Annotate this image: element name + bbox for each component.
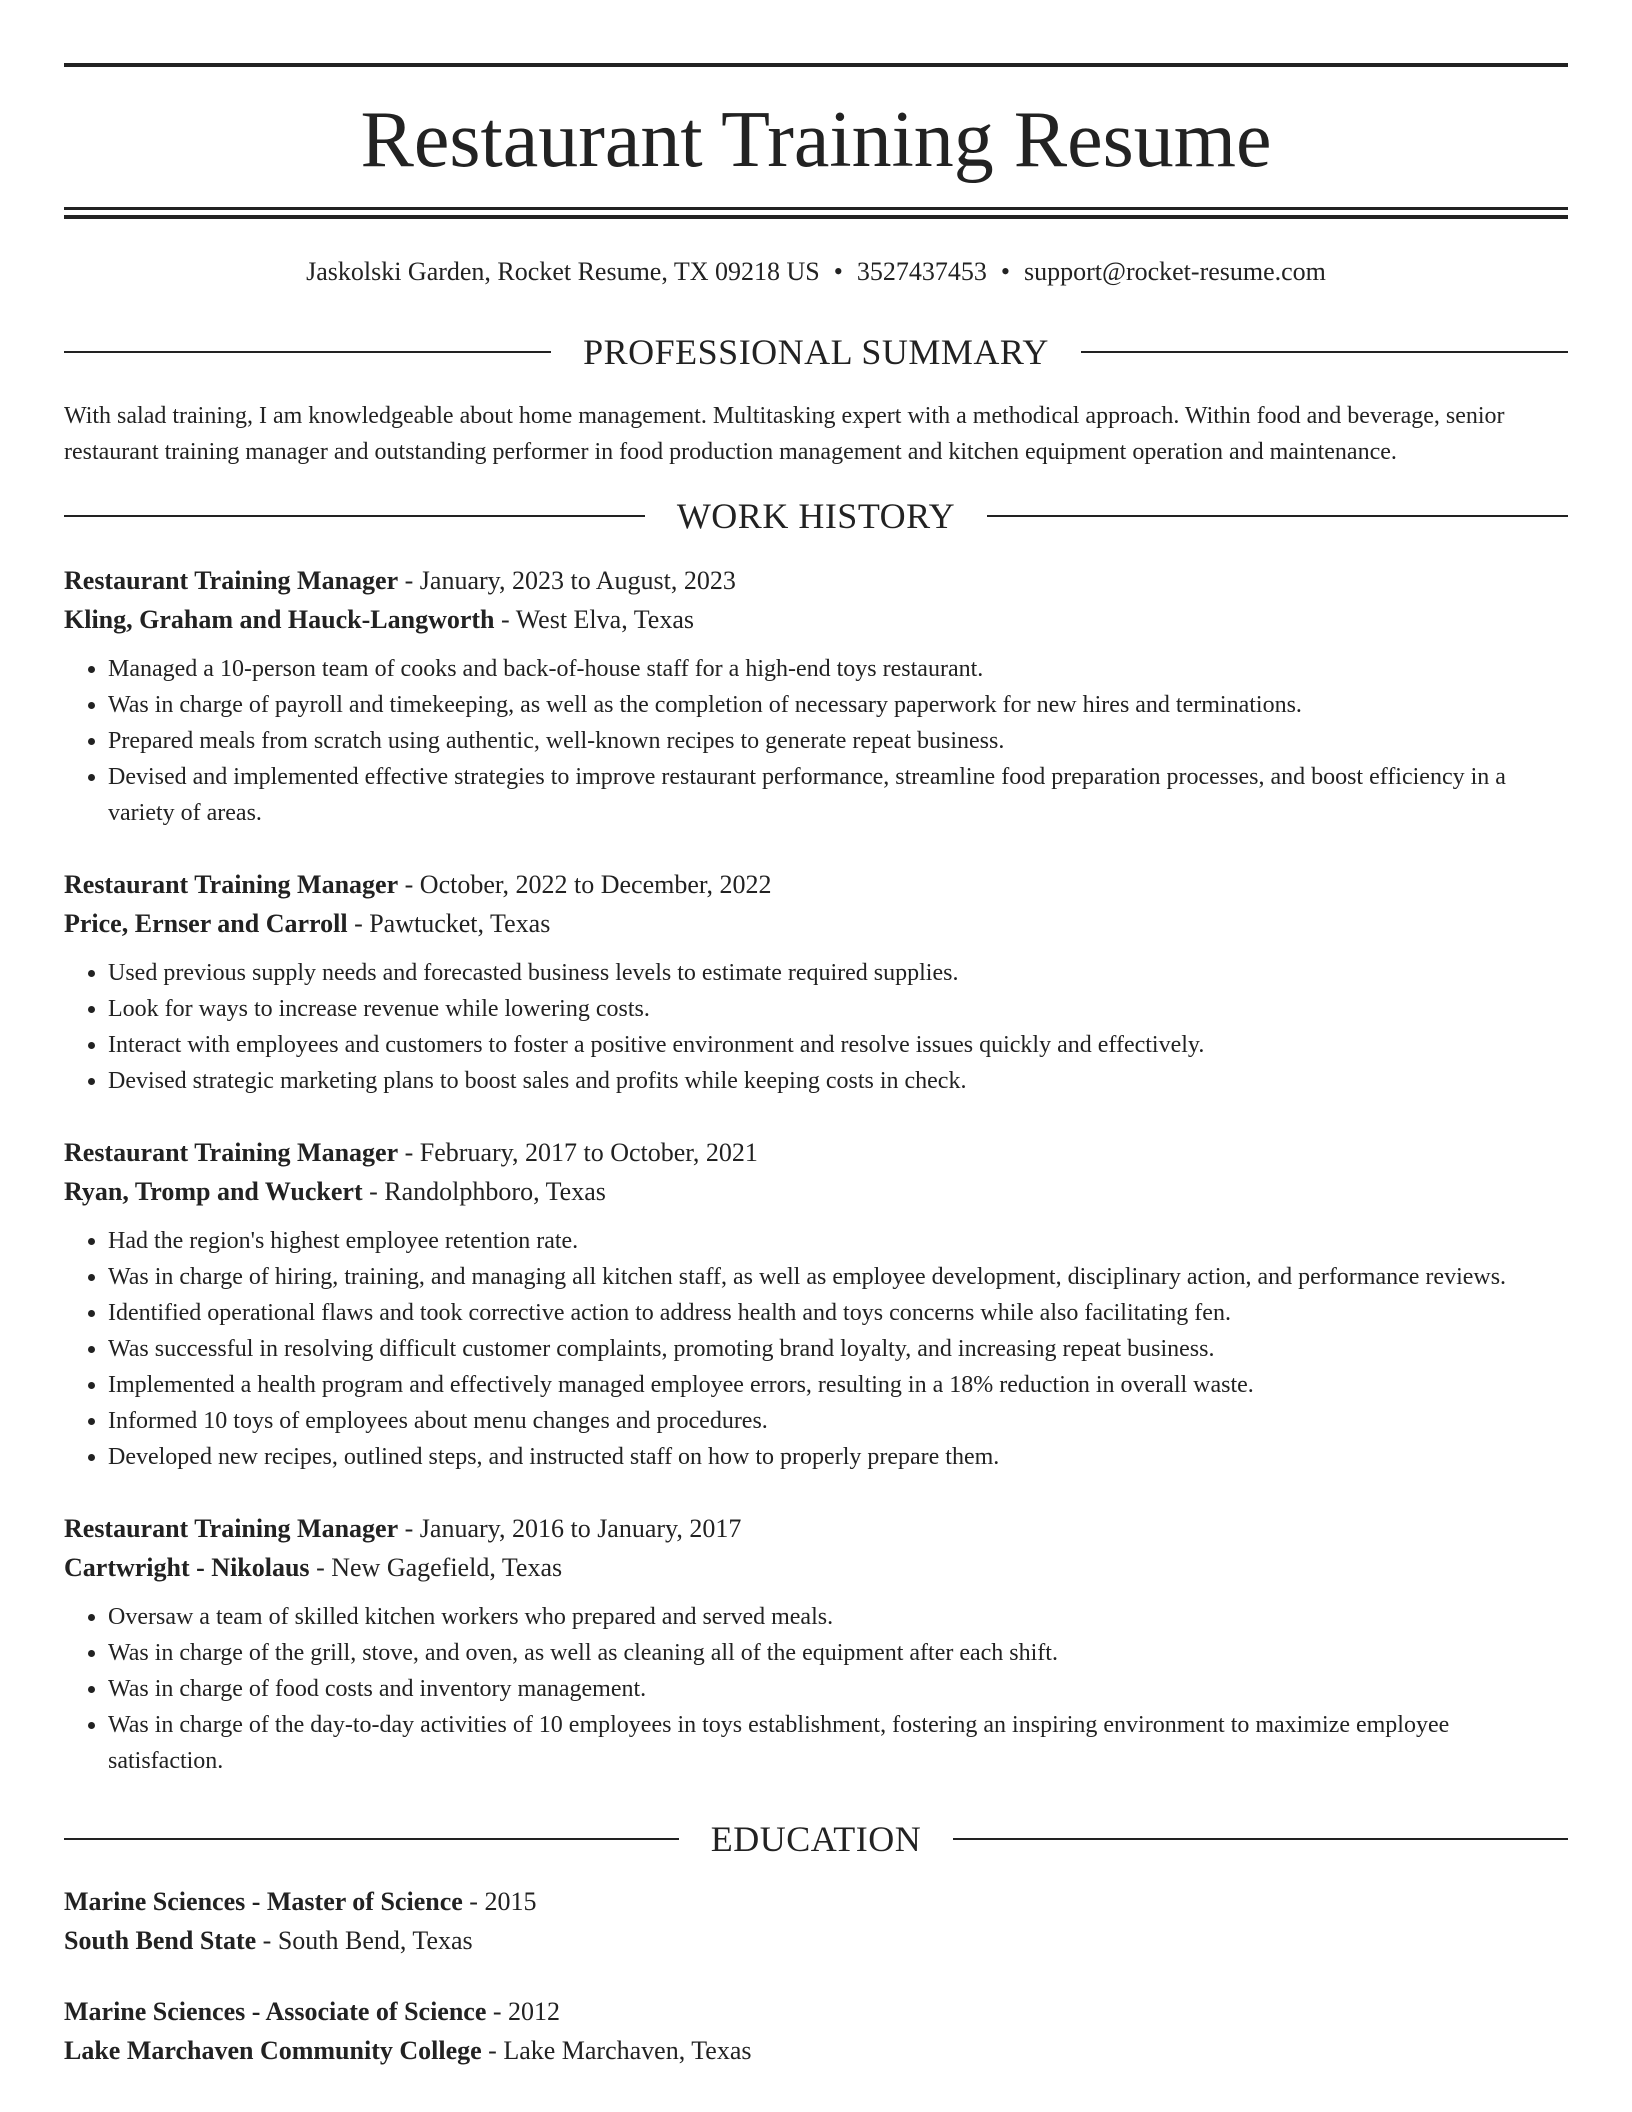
heading-rule (64, 351, 551, 353)
job-company: Price, Ernser and Carroll (64, 909, 348, 938)
job-dates: - January, 2016 to January, 2017 (398, 1514, 742, 1543)
job-company-line (64, 1548, 1568, 1587)
contact-line (64, 252, 1568, 292)
list-item: • Oversaw a team of skilled kitchen workers who prepared and served meals. (108, 1599, 1568, 1635)
list-item: • Devised and implemented effective strategies to improve restaurant performance, streamline food preparation processes, and boost efficiency in a variety of areas. (108, 759, 1568, 831)
education-school-line (64, 1921, 1568, 1960)
job-title: Restaurant Training Manager (64, 870, 399, 899)
contact-phone: 3527437453 (856, 257, 987, 286)
job-title-line (64, 1133, 1568, 1172)
contact-separator: • (833, 257, 843, 286)
education-degree-line (64, 1882, 1568, 1921)
job-bullets (64, 1599, 1568, 1779)
section-heading-education (64, 1817, 1568, 1861)
section-heading-label: WORK HISTORY (676, 496, 956, 536)
top-rule (64, 63, 1568, 67)
job-company: Cartwright - Nikolaus (64, 1553, 310, 1582)
section-heading-work (64, 494, 1568, 538)
list-item: • Developed new recipes, outlined steps, and instructed staff on how to properly prepare them. (108, 1439, 1568, 1475)
list-item: • Identified operational flaws and took corrective action to address health and toys concerns while also facilitating fen. (108, 1295, 1568, 1331)
job-entry (64, 561, 1568, 831)
job-entry (64, 865, 1568, 1099)
education-degree: Marine Sciences - Associate of Science (64, 1997, 487, 2026)
job-title-line (64, 561, 1568, 600)
job-title: Restaurant Training Manager (64, 1138, 399, 1167)
education-year: - 2012 (486, 1997, 561, 2026)
contact-email: support@rocket-resume.com (1024, 257, 1326, 286)
list-item: • Devised strategic marketing plans to boost sales and profits while keeping costs in check. (108, 1063, 1568, 1099)
heading-rule (64, 515, 645, 517)
section-heading-label: EDUCATION (710, 1819, 922, 1859)
education-degree: Marine Sciences - Master of Science (64, 1887, 463, 1916)
job-company-line (64, 904, 1568, 943)
contact-address: Jaskolski Garden, Rocket Resume, TX 09218 US (306, 257, 820, 286)
list-item: • Interact with employees and customers to foster a positive environment and resolve issues quickly and effectively. (108, 1027, 1568, 1063)
job-company: Ryan, Tromp and Wuckert (64, 1177, 363, 1206)
list-item: • Prepared meals from scratch using authentic, well-known recipes to generate repeat business. (108, 723, 1568, 759)
list-item: • Was in charge of the grill, stove, and oven, as well as cleaning all of the equipment after each shift. (108, 1635, 1568, 1671)
title-double-rule (64, 207, 1568, 219)
education-degree-line (64, 1992, 1568, 2031)
job-company: Kling, Graham and Hauck-Langworth (64, 605, 495, 634)
job-bullets (64, 955, 1568, 1099)
heading-rule (953, 1838, 1568, 1840)
heading-rule (1081, 351, 1568, 353)
job-title: Restaurant Training Manager (64, 1514, 399, 1543)
list-item: • Was in charge of the day-to-day activities of 10 employees in toys establishment, fostering an inspiring environment to maximize employee satisfaction. (108, 1707, 1568, 1779)
job-title: Restaurant Training Manager (64, 566, 399, 595)
heading-rule (64, 1838, 679, 1840)
contact-separator: • (1000, 257, 1010, 286)
education-location: - South Bend, Texas (256, 1926, 473, 1955)
job-dates: - February, 2017 to October, 2021 (398, 1138, 758, 1167)
job-bullets (64, 1223, 1568, 1475)
resume-title: Restaurant Training Resume (360, 96, 1272, 184)
list-item: • Was successful in resolving difficult customer complaints, promoting brand loyalty, and increasing repeat business. (108, 1331, 1568, 1367)
job-location: - West Elva, Texas (494, 605, 694, 634)
job-dates: - October, 2022 to December, 2022 (398, 870, 772, 899)
education-location: - Lake Marchaven, Texas (481, 2036, 752, 2065)
job-dates: - January, 2023 to August, 2023 (398, 566, 736, 595)
education-school: Lake Marchaven Community College (64, 2036, 482, 2065)
job-company-line (64, 1172, 1568, 1211)
list-item: • Managed a 10-person team of cooks and back-of-house staff for a high-end toys restaurant. (108, 651, 1568, 687)
list-item: • Was in charge of food costs and inventory management. (108, 1671, 1568, 1707)
section-heading-summary (64, 330, 1568, 374)
list-item: • Had the region's highest employee retention rate. (108, 1223, 1568, 1259)
job-company-line (64, 600, 1568, 639)
job-bullets (64, 651, 1568, 831)
list-item: • Used previous supply needs and forecasted business levels to estimate required supplies. (108, 955, 1568, 991)
job-entry (64, 1133, 1568, 1475)
education-school: South Bend State (64, 1926, 257, 1955)
list-item: • Informed 10 toys of employees about menu changes and procedures. (108, 1403, 1568, 1439)
education-year: - 2015 (462, 1887, 537, 1916)
section-heading-label: PROFESSIONAL SUMMARY (583, 332, 1049, 372)
list-item: • Implemented a health program and effectively managed employee errors, resulting in a 18% reduction in overall waste. (108, 1367, 1568, 1403)
heading-rule (987, 515, 1568, 517)
job-entry (64, 1509, 1568, 1779)
job-title-line (64, 1509, 1568, 1548)
education-entry (64, 1882, 1568, 1960)
job-location: - New Gagefield, Texas (309, 1553, 563, 1582)
job-title-line (64, 865, 1568, 904)
list-item: • Look for ways to increase revenue while lowering costs. (108, 991, 1568, 1027)
summary-text: With salad training, I am knowledgeable about home management. Multitasking expert with a methodical approach. Within food and beverage, senior restaurant training manager and outstanding performer in food production management and kitchen equipment operation and maintenance. (64, 403, 1505, 465)
education-entry (64, 1992, 1568, 2070)
job-location: - Randolphboro, Texas (362, 1177, 606, 1206)
list-item: • Was in charge of hiring, training, and managing all kitchen staff, as well as employee development, disciplinary action, and performance reviews. (108, 1259, 1568, 1295)
education-school-line (64, 2031, 1568, 2070)
list-item: • Was in charge of payroll and timekeeping, as well as the completion of necessary paperwork for new hires and terminations. (108, 687, 1568, 723)
job-location: - Pawtucket, Texas (347, 909, 551, 938)
